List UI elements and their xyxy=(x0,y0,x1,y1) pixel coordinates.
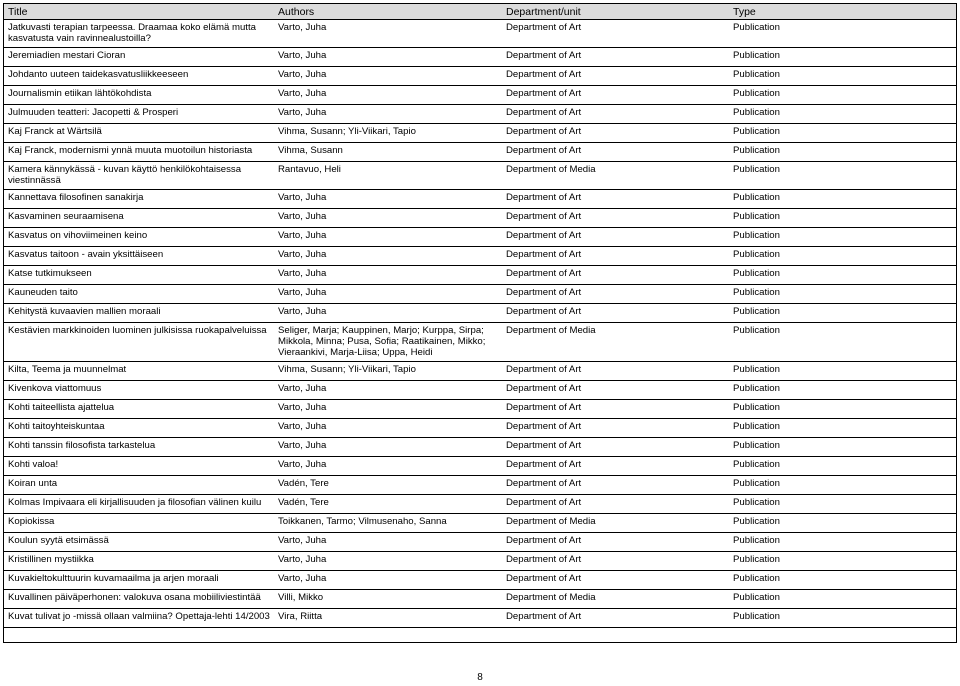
cell-type: Publication xyxy=(729,476,956,495)
cell-authors: Varto, Juha xyxy=(274,533,502,552)
table-row xyxy=(4,438,956,457)
cell-department: Department of Art xyxy=(502,67,729,86)
cell-department: Department of Art xyxy=(502,400,729,419)
cell-type: Publication xyxy=(729,438,956,457)
cell-authors: Varto, Juha xyxy=(274,400,502,419)
cell-authors: Varto, Juha xyxy=(274,48,502,67)
cell-type: Publication xyxy=(729,162,956,190)
cell-authors: Villi, Mikko xyxy=(274,590,502,609)
cell-department: Department of Art xyxy=(502,362,729,381)
cell-title: Kauneuden taito xyxy=(4,285,274,304)
table-row xyxy=(4,476,956,495)
cell-department: Department of Art xyxy=(502,552,729,571)
table-row xyxy=(4,304,956,323)
cell-title: Kohti taiteellista ajattelua xyxy=(4,400,274,419)
cell-title: Katse tutkimukseen xyxy=(4,266,274,285)
cell-authors: Varto, Juha xyxy=(274,419,502,438)
cell-authors: Vadén, Tere xyxy=(274,476,502,495)
table-row xyxy=(4,20,956,48)
cell-title: Kamera kännykässä - kuvan käyttö henkilökohtaisessa viestinnässä xyxy=(4,162,274,190)
table-row xyxy=(4,247,956,266)
cell-title: Kasvatus on vihoviimeinen keino xyxy=(4,228,274,247)
cell-type: Publication xyxy=(729,228,956,247)
table-row xyxy=(4,124,956,143)
cell-authors: Varto, Juha xyxy=(274,285,502,304)
cell-title: Kohti tanssin filosofista tarkastelua xyxy=(4,438,274,457)
cell-title: Jatkuvasti terapian tarpeessa. Draamaa koko elämä mutta kasvatusta vain ravinnealustoilla? xyxy=(4,20,274,48)
cell-authors: Varto, Juha xyxy=(274,190,502,209)
cell-type: Publication xyxy=(729,143,956,162)
cell-type: Publication xyxy=(729,419,956,438)
cell-authors: Vihma, Susann xyxy=(274,143,502,162)
cell-title: Koiran unta xyxy=(4,476,274,495)
cell-department: Department of Art xyxy=(502,381,729,400)
cell-title: Kasvatus taitoon - avain yksittäiseen xyxy=(4,247,274,266)
cell-title: Kivenkova viattomuus xyxy=(4,381,274,400)
cell-department: Department of Art xyxy=(502,457,729,476)
cell-authors: Seliger, Marja; Kauppinen, Marjo; Kurppa, Sirpa; Mikkola, Minna; Pusa, Sofia; Raatikainen, Mikko; Vieraankivi, Marja-Liisa; Uppa, Heidi xyxy=(274,323,502,362)
cell-department: Department of Art xyxy=(502,209,729,228)
table-row xyxy=(4,162,956,190)
cell-authors: Varto, Juha xyxy=(274,381,502,400)
cell-department: Department of Art xyxy=(502,143,729,162)
cell-department: Department of Art xyxy=(502,48,729,67)
cell-title: Kasvaminen seuraamisena xyxy=(4,209,274,228)
cell-type: Publication xyxy=(729,209,956,228)
cell-type: Publication xyxy=(729,495,956,514)
cell-authors: Vihma, Susann; Yli-Viikari, Tapio xyxy=(274,124,502,143)
table-row xyxy=(4,609,956,628)
cell-department: Department of Media xyxy=(502,590,729,609)
cell-title: Kestävien markkinoiden luominen julkisissa ruokapalveluissa xyxy=(4,323,274,362)
cell-type: Publication xyxy=(729,124,956,143)
table-row xyxy=(4,362,956,381)
table-row xyxy=(4,67,956,86)
cell-type: Publication xyxy=(729,590,956,609)
cell-authors: Varto, Juha xyxy=(274,552,502,571)
cell-authors: Varto, Juha xyxy=(274,228,502,247)
cell-department: Department of Art xyxy=(502,285,729,304)
cell-type: Publication xyxy=(729,571,956,590)
cell-department: Department of Art xyxy=(502,476,729,495)
cell-authors: Varto, Juha xyxy=(274,457,502,476)
cell-type: Publication xyxy=(729,67,956,86)
cell-department: Department of Media xyxy=(502,162,729,190)
cell-department: Department of Art xyxy=(502,438,729,457)
cell-authors: Rantavuo, Heli xyxy=(274,162,502,190)
table-row xyxy=(4,457,956,476)
cell-title: Kuvakieltokulttuurin kuvamaailma ja arjen moraali xyxy=(4,571,274,590)
table-row xyxy=(4,48,956,67)
cell-department: Department of Media xyxy=(502,514,729,533)
publication-table-sheet xyxy=(3,3,957,643)
cell-title: Kuvallinen päiväperhonen: valokuva osana mobiiliviestintää xyxy=(4,590,274,609)
cell-type: Publication xyxy=(729,552,956,571)
cell-type: Publication xyxy=(729,457,956,476)
cell-title: Koulun syytä etsimässä xyxy=(4,533,274,552)
cell-title: Kohti valoa! xyxy=(4,457,274,476)
cell-type: Publication xyxy=(729,514,956,533)
cell-type: Publication xyxy=(729,609,956,628)
table-row xyxy=(4,209,956,228)
cell-department: Department of Art xyxy=(502,304,729,323)
table-row xyxy=(4,571,956,590)
cell-authors: Toikkanen, Tarmo; Vilmusenaho, Sanna xyxy=(274,514,502,533)
cell-title: Julmuuden teatteri: Jacopetti & Prosperi xyxy=(4,105,274,124)
column-header-title: Title xyxy=(4,4,274,20)
cell-title: Kilta, Teema ja muunnelmat xyxy=(4,362,274,381)
table-row xyxy=(4,495,956,514)
cell-type: Publication xyxy=(729,381,956,400)
cell-department: Department of Art xyxy=(502,419,729,438)
cell-type: Publication xyxy=(729,285,956,304)
cell-department: Department of Art xyxy=(502,495,729,514)
cell-title: Jeremiadien mestari Cioran xyxy=(4,48,274,67)
cell-type: Publication xyxy=(729,362,956,381)
cell-title: Kuvat tulivat jo -missä ollaan valmiina? Opettaja-lehti 14/2003 xyxy=(4,609,274,628)
cell-department: Department of Art xyxy=(502,571,729,590)
table-row xyxy=(4,381,956,400)
cell-authors: Varto, Juha xyxy=(274,438,502,457)
cell-authors: Varto, Juha xyxy=(274,304,502,323)
table-header-row xyxy=(4,4,956,20)
cell-title: Johdanto uuteen taidekasvatusliikkeeseen xyxy=(4,67,274,86)
table-row xyxy=(4,419,956,438)
cell-department: Department of Media xyxy=(502,323,729,362)
cell-authors: Varto, Juha xyxy=(274,209,502,228)
cell-department: Department of Art xyxy=(502,247,729,266)
cell-title: Journalismin etiikan lähtökohdista xyxy=(4,86,274,105)
table-row xyxy=(4,590,956,609)
cell-title: Kristillinen mystiikka xyxy=(4,552,274,571)
table-row xyxy=(4,323,956,362)
cell-type: Publication xyxy=(729,20,956,48)
cell-type: Publication xyxy=(729,266,956,285)
cell-type: Publication xyxy=(729,304,956,323)
cell-authors: Varto, Juha xyxy=(274,20,502,48)
cell-department: Department of Art xyxy=(502,124,729,143)
table-row xyxy=(4,514,956,533)
cell-department: Department of Art xyxy=(502,533,729,552)
cell-type: Publication xyxy=(729,400,956,419)
cell-title: Kannettava filosofinen sanakirja xyxy=(4,190,274,209)
cell-department: Department of Art xyxy=(502,190,729,209)
cell-title: Kaj Franck at Wärtsilä xyxy=(4,124,274,143)
table-row xyxy=(4,228,956,247)
table-row xyxy=(4,266,956,285)
cell-authors: Varto, Juha xyxy=(274,266,502,285)
table-row xyxy=(4,552,956,571)
table-row xyxy=(4,86,956,105)
cell-authors: Vira, Riitta xyxy=(274,609,502,628)
cell-department: Department of Art xyxy=(502,609,729,628)
cell-title: Kaj Franck, modernismi ynnä muuta muotoilun historiasta xyxy=(4,143,274,162)
cell-type: Publication xyxy=(729,533,956,552)
cell-department: Department of Art xyxy=(502,20,729,48)
cell-authors: Varto, Juha xyxy=(274,571,502,590)
cell-title: Kolmas Impivaara eli kirjallisuuden ja filosofian välinen kuilu xyxy=(4,495,274,514)
cell-authors: Varto, Juha xyxy=(274,67,502,86)
cell-title: Kehitystä kuvaavien mallien moraali xyxy=(4,304,274,323)
table-row xyxy=(4,400,956,419)
table-row xyxy=(4,285,956,304)
publication-table xyxy=(4,4,956,628)
column-header-type: Type xyxy=(729,4,956,20)
cell-type: Publication xyxy=(729,323,956,362)
cell-type: Publication xyxy=(729,48,956,67)
page-number: 8 xyxy=(477,672,483,683)
cell-type: Publication xyxy=(729,190,956,209)
cell-department: Department of Art xyxy=(502,105,729,124)
cell-authors: Vadén, Tere xyxy=(274,495,502,514)
cell-department: Department of Art xyxy=(502,228,729,247)
column-header-department: Department/unit xyxy=(502,4,729,20)
table-row xyxy=(4,533,956,552)
cell-title: Kopiokissa xyxy=(4,514,274,533)
column-header-authors: Authors xyxy=(274,4,502,20)
cell-type: Publication xyxy=(729,247,956,266)
table-row xyxy=(4,143,956,162)
cell-department: Department of Art xyxy=(502,86,729,105)
table-row xyxy=(4,190,956,209)
cell-authors: Vihma, Susann; Yli-Viikari, Tapio xyxy=(274,362,502,381)
cell-title: Kohti taitoyhteiskuntaa xyxy=(4,419,274,438)
cell-type: Publication xyxy=(729,105,956,124)
cell-authors: Varto, Juha xyxy=(274,86,502,105)
cell-department: Department of Art xyxy=(502,266,729,285)
cell-authors: Varto, Juha xyxy=(274,247,502,266)
table-body xyxy=(4,20,956,628)
table-row xyxy=(4,105,956,124)
cell-type: Publication xyxy=(729,86,956,105)
cell-authors: Varto, Juha xyxy=(274,105,502,124)
